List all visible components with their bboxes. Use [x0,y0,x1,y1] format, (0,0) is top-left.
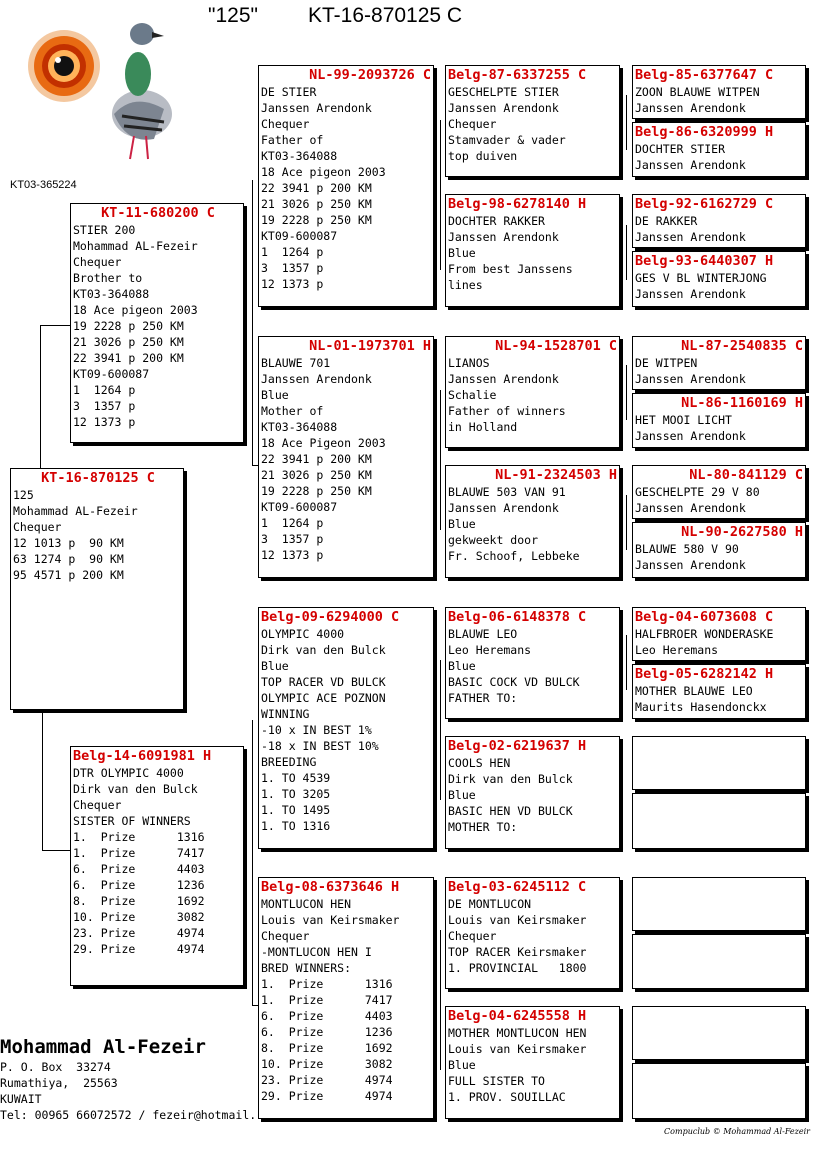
pigeon-card-gen3 [445,465,620,578]
connector [440,930,441,1070]
card-line: Louis van Keirsmaker [448,913,587,927]
card-line: 3 1357 p [73,399,136,413]
card-line: Janssen Arendonk [635,501,746,515]
card-line: 1. PROV. SOUILLAC [448,1090,566,1104]
card-line: 6. Prize 4403 [73,862,205,876]
card-line: 18 Ace Pigeon 2003 [261,436,386,450]
card-line: KT09-600087 [73,367,150,381]
card-line: Father of winners [448,404,566,418]
ring-number: NL-86-1160169 H [681,395,803,411]
card-line: GESCHELPTE STIER [448,85,559,99]
card-line: 19 2228 p 250 KM [73,319,184,333]
ring-number: NL-99-2093726 C [309,67,431,83]
card-line: Chequer [448,117,497,131]
card-line: Leo Heremans [635,643,719,657]
connector [40,325,41,468]
card-line: Louis van Keirsmaker [261,913,400,927]
card-line: BASIC COCK VD BULCK [448,675,580,689]
pigeon-card-gen3 [445,736,620,849]
card-line: Blue [448,788,476,802]
card-line: 21 3026 p 250 KM [261,468,372,482]
pigeon-card-gen4 [632,465,806,519]
card-line: 18 Ace pigeon 2003 [261,165,386,179]
pigeon-card-gen2 [258,607,434,849]
card-line: BLAUWE 580 V 90 [635,542,739,556]
connector [42,710,43,850]
card-line: DE RAKKER [635,214,698,228]
ring-number: Belg-98-6278140 H [448,196,587,212]
card-line: 1 1264 p [261,516,324,530]
card-line: 12 1373 p [261,548,324,562]
connector [40,325,70,326]
footer-credit: Compuclub © Mohammad Al-Fezeir [664,1127,810,1136]
photo-caption: KT03-365224 [10,179,77,191]
card-line: Janssen Arendonk [261,372,372,386]
card-line: TOP RACER Keirsmaker [448,945,587,959]
card-line: Leo Heremans [448,643,532,657]
ring-number: Belg-02-6219637 H [448,738,587,754]
card-line: 1 1264 p [261,245,324,259]
card-line: 21 3026 p 250 KM [73,335,184,349]
pigeon-card-gen4 [632,194,806,248]
owner-contact-line: Tel: 00965 66072572 / fezeir@hotmail. [0,1108,257,1122]
connector [252,720,253,1005]
card-line: DOCHTER STIER [635,142,726,156]
ring-number: Belg-93-6440307 H [635,253,774,269]
connector [626,495,627,550]
card-line: STIER 200 [73,223,136,237]
card-line: Janssen Arendonk [635,429,746,443]
card-line: Blue [261,388,289,402]
pigeon-card-gen3 [445,607,620,719]
card-line: 1. TO 1495 [261,803,331,817]
card-line: 23. Prize 4974 [73,926,205,940]
pigeon-card-gen4 [632,607,806,661]
pigeon-card-gen3 [445,194,620,307]
owner-address-line: Rumathiya, 25563 [0,1076,118,1090]
card-line: Mohammad AL-Fezeir [13,504,138,518]
ring-number: Belg-86-6320999 H [635,124,774,140]
ring-number: Belg-92-6162729 C [635,196,774,212]
card-line: Janssen Arendonk [448,501,559,515]
ring-number: Belg-08-6373646 H [261,879,400,895]
pigeon-card-gen4 [632,122,806,177]
card-line: COOLS HEN [448,756,511,770]
card-line: Dirk van den Bulck [448,772,573,786]
card-line: HET MOOI LICHT [635,413,732,427]
pigeon-card-gen4 [632,251,806,307]
connector [252,180,253,465]
ring-number: Belg-03-6245112 C [448,879,587,895]
pigeon-card-gen2 [258,877,434,1119]
connector [626,225,627,280]
card-line: 8. Prize 1692 [73,894,205,908]
card-line: 12 1013 p 90 KM [13,536,124,550]
card-line: MOTHER TO: [448,820,518,834]
connector [626,635,627,690]
card-line: 29. Prize 4974 [261,1089,393,1103]
card-line: Chequer [261,929,310,943]
pigeon-card-gen4-empty [632,877,806,931]
card-line: 1. Prize 7417 [73,846,205,860]
pigeon-card-gen4-empty [632,793,806,849]
card-line: Dirk van den Bulck [261,643,386,657]
card-line: 3 1357 p [261,532,324,546]
card-line: 12 1373 p [73,415,136,429]
card-line: 3 1357 p [261,261,324,275]
card-line: KT03-364088 [73,287,150,301]
card-line: From best Janssens [448,262,573,276]
card-line: Janssen Arendonk [635,287,746,301]
ring-number: NL-80-841129 C [689,467,803,483]
pigeon-card-gen4 [632,336,806,390]
card-line: 1. TO 3205 [261,787,331,801]
ring-number: Belg-14-6091981 H [73,748,212,764]
pigeon-card-gen4-empty [632,1063,806,1119]
card-line: TOP RACER VD BULCK [261,675,386,689]
pigeon-icon [112,23,172,159]
pigeon-card-gen3 [445,1006,620,1119]
card-line: in Holland [448,420,518,434]
card-line: 6. Prize 1236 [73,878,205,892]
ring-number: KT-16-870125 C [41,470,155,486]
ring-number: Belg-04-6073608 C [635,609,774,625]
card-line: DE STIER [261,85,317,99]
eye-icon [28,30,100,102]
card-line: Janssen Arendonk [261,101,372,115]
card-line: 18 Ace pigeon 2003 [73,303,198,317]
ring-number: NL-91-2324503 H [495,467,617,483]
card-line: BASIC HEN VD BULCK [448,804,573,818]
pigeon-card-gen2 [258,65,434,307]
card-line: Blue [261,659,289,673]
ring-number: Belg-85-6377647 C [635,67,774,83]
connector [626,95,627,150]
card-line: OLYMPIC ACE POZNON [261,691,386,705]
ring-number: KT-11-680200 C [101,205,215,221]
card-line: Janssen Arendonk [448,101,559,115]
card-line: BRED WINNERS: [261,961,352,975]
card-line: KT03-364088 [261,149,338,163]
ring-number: NL-87-2540835 C [681,338,803,354]
card-line: WINNING [261,707,310,721]
card-line: top duiven [448,149,518,163]
card-line: 6. Prize 4403 [261,1009,393,1023]
pigeon-card-dam [70,746,244,986]
card-line: Blue [448,1058,476,1072]
card-line: KT03-364088 [261,420,338,434]
card-line: 19 2228 p 250 KM [261,484,372,498]
card-line: DTR OLYMPIC 4000 [73,766,184,780]
card-line: 95 4571 p 200 KM [13,568,124,582]
card-line: Maurits Hasendonckx [635,700,767,714]
card-line: Blue [448,517,476,531]
card-line: GES V BL WINTERJONG [635,271,767,285]
connector [440,390,441,530]
connector [440,660,441,800]
card-line: MONTLUCON HEN [261,897,352,911]
pigeon-card-subject [10,468,184,710]
pigeon-card-sire [70,203,244,443]
card-line: 125 [13,488,34,502]
card-line: 21 3026 p 250 KM [261,197,372,211]
card-line: MOTHER MONTLUCON HEN [448,1026,587,1040]
card-line: 8. Prize 1692 [261,1041,393,1055]
ring-number: Belg-04-6245558 H [448,1008,587,1024]
card-line: FULL SISTER TO [448,1074,545,1088]
card-line: KT09-600087 [261,229,338,243]
card-line: DOCHTER RAKKER [448,214,545,228]
card-line: Janssen Arendonk [635,558,746,572]
card-line: Fr. Schoof, Lebbeke [448,549,580,563]
card-line: DE WITPEN [635,356,698,370]
ring-number: NL-94-1528701 C [495,338,617,354]
card-line: ZOON BLAUWE WITPEN [635,85,760,99]
card-line: 10. Prize 3082 [261,1057,393,1071]
card-line: Louis van Keirsmaker [448,1042,587,1056]
card-line: BLAUWE LEO [448,627,518,641]
connector [42,850,70,851]
pigeon-card-gen4-empty [632,736,806,790]
card-line: Chequer [73,255,122,269]
owner-name: Mohammad Al-Fezeir [0,1036,206,1058]
card-line: -MONTLUCON HEN I [261,945,372,959]
connector [626,365,627,420]
card-line: 1. TO 1316 [261,819,331,833]
card-line: gekweekt door [448,533,539,547]
card-line: 29. Prize 4974 [73,942,205,956]
card-line: Blue [448,659,476,673]
card-line: 10. Prize 3082 [73,910,205,924]
card-line: Chequer [73,798,122,812]
card-line: 22 3941 p 200 KM [261,452,372,466]
card-line: 6. Prize 1236 [261,1025,393,1039]
card-line: Janssen Arendonk [448,372,559,386]
ring-number: Belg-05-6282142 H [635,666,774,682]
owner-address-line: P. O. Box 33274 [0,1060,111,1074]
card-line: FATHER TO: [448,691,518,705]
pigeon-photo [14,14,174,174]
page-title-ring: KT-16-870125 C [308,4,463,27]
card-line: 1 1264 p [73,383,136,397]
ring-number: Belg-06-6148378 C [448,609,587,625]
card-line: Stamvader & vader [448,133,566,147]
pigeon-card-gen4 [632,664,806,719]
card-line: Chequer [448,929,497,943]
card-line: Janssen Arendonk [635,230,746,244]
card-line: -10 x IN BEST 1% [261,723,372,737]
card-line: Janssen Arendonk [635,158,746,172]
card-line: Dirk van den Bulck [73,782,198,796]
pigeon-card-gen4-empty [632,934,806,989]
owner-address-line: KUWAIT [0,1092,42,1106]
card-line: lines [448,278,483,292]
card-line: DE MONTLUCON [448,897,532,911]
card-line: 1. Prize 1316 [261,977,393,991]
card-line: OLYMPIC 4000 [261,627,345,641]
ring-number: Belg-09-6294000 C [261,609,400,625]
card-line: -18 x IN BEST 10% [261,739,379,753]
card-line: KT09-600087 [261,500,338,514]
card-line: SISTER OF WINNERS [73,814,191,828]
card-line: 22 3941 p 200 KM [73,351,184,365]
pigeon-card-gen4 [632,65,806,119]
connector [440,120,441,270]
page-title-name: "125" [208,4,258,27]
card-line: BLAUWE 701 [261,356,331,370]
pigeon-card-gen4-empty [632,1006,806,1060]
card-line: BREEDING [261,755,317,769]
card-line: GESCHELPTE 29 V 80 [635,485,760,499]
card-line: Schalie [448,388,497,402]
card-line: Janssen Arendonk [448,230,559,244]
card-line: Janssen Arendonk [635,372,746,386]
card-line: Mohammad AL-Fezeir [73,239,198,253]
ring-number: NL-01-1973701 H [309,338,431,354]
pigeon-card-gen3 [445,65,620,177]
ring-number: NL-90-2627580 H [681,524,803,540]
card-line: Blue [448,246,476,260]
card-line: MOTHER BLAUWE LEO [635,684,753,698]
card-line: 1. TO 4539 [261,771,331,785]
card-line: Brother to [73,271,143,285]
card-line: BLAUWE 503 VAN 91 [448,485,566,499]
pigeon-card-gen4 [632,522,806,578]
card-line: Chequer [13,520,62,534]
card-line: 1. Prize 1316 [73,830,205,844]
pigeon-card-gen4 [632,393,806,448]
ring-number: Belg-87-6337255 C [448,67,587,83]
card-line: Janssen Arendonk [635,101,746,115]
card-line: Father of [261,133,324,147]
card-line: 22 3941 p 200 KM [261,181,372,195]
card-line: 63 1274 p 90 KM [13,552,124,566]
pigeon-card-gen2 [258,336,434,578]
card-line: 19 2228 p 250 KM [261,213,372,227]
pigeon-card-gen3 [445,877,620,989]
card-line: 1. Prize 7417 [261,993,393,1007]
card-line: Mother of [261,404,324,418]
pigeon-card-gen3 [445,336,620,448]
card-line: 12 1373 p [261,277,324,291]
card-line: 23. Prize 4974 [261,1073,393,1087]
card-line: Chequer [261,117,310,131]
card-line: HALFBROER WONDERASKE [635,627,774,641]
card-line: LIANOS [448,356,490,370]
card-line: 1. PROVINCIAL 1800 [448,961,587,975]
